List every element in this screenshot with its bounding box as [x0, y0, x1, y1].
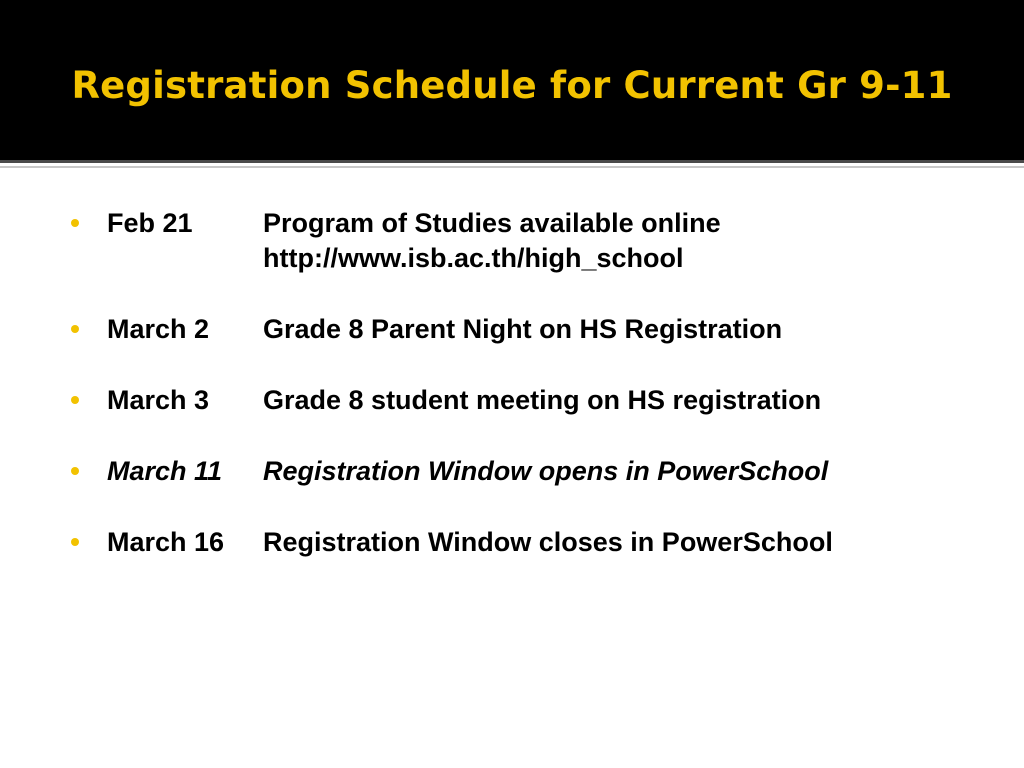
schedule-date: March 3	[107, 385, 210, 415]
bullet-icon	[71, 325, 79, 333]
bullet-icon	[71, 467, 79, 475]
schedule-description: Registration Window opens in PowerSchool	[263, 456, 829, 486]
schedule-date: March 16	[107, 527, 225, 557]
program-of-studies-link: http://www.isb.ac.th/high_school	[263, 243, 684, 273]
slide-title: Registration Schedule for Current Gr 9-11	[71, 64, 953, 107]
schedule-description	[263, 206, 1013, 276]
schedule-description-line: Program of Studies available online	[263, 208, 721, 238]
schedule-date: Feb 21	[107, 208, 193, 238]
bullet-icon	[71, 219, 79, 227]
schedule-description: Registration Window closes in PowerSchool	[263, 527, 833, 557]
schedule-date: March 2	[107, 314, 210, 344]
bullet-icon	[71, 538, 79, 546]
bullet-icon	[71, 396, 79, 404]
schedule-description: Grade 8 Parent Night on HS Registration	[263, 314, 783, 344]
schedule-date: March 11	[107, 456, 223, 486]
schedule-description: Grade 8 student meeting on HS registration	[263, 385, 822, 415]
